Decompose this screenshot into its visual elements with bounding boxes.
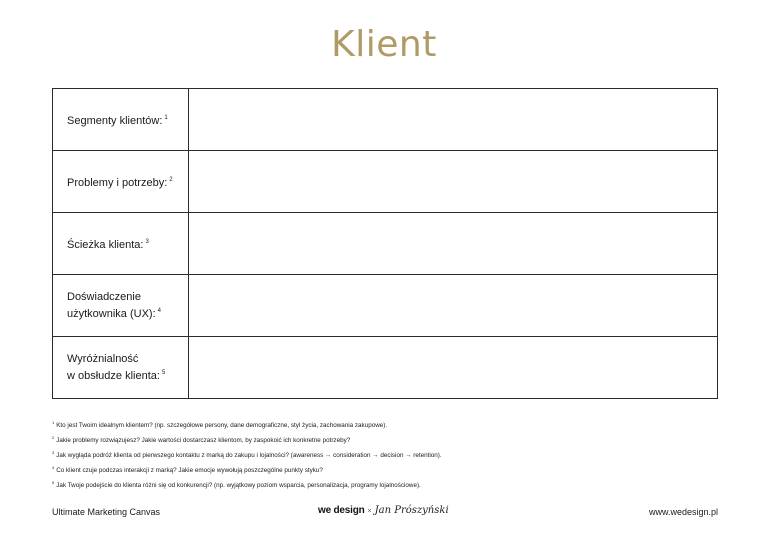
row-label-line-2: użytkownika (UX): <box>67 308 156 320</box>
service-distinction-input[interactable] <box>189 337 717 398</box>
footnote-text: Co klient czuje podczas interakcji z marką? Jakie emocje wywołują poszczególne punkty styku? <box>56 467 323 474</box>
footnote-item <box>52 417 732 432</box>
footnote-text: Jak Twoje podejście do klienta różni się od konkurencji? (np. wyjątkowy poziom wsparcia, personalizacja, programy lojalnościowe). <box>56 482 421 489</box>
footer-website-link[interactable]: www.wedesign.pl <box>648 507 718 517</box>
page-title: Klient <box>331 24 437 65</box>
row-label-line-2: w obsłudze klienta: <box>67 370 160 382</box>
row-label <box>53 337 189 398</box>
footnote-text: Jak wygląda podróż klienta od pierwszego kontaktu z marką do zakupu i lojalności? (awareness → consideration → decision → retention). <box>56 452 442 459</box>
wedesign-logo: we design <box>318 505 365 516</box>
footnote-item <box>52 462 732 477</box>
row-label-line-1: Doświadczenie <box>67 291 141 303</box>
row-label <box>53 213 189 274</box>
footer-brand-logo <box>318 505 449 516</box>
row-label <box>53 89 189 150</box>
footnote-item <box>52 447 732 462</box>
row-problems-needs <box>53 151 717 213</box>
customer-segments-input[interactable] <box>189 89 717 150</box>
footnote-ref: 4 <box>157 308 161 314</box>
footnote-ref: 3 <box>145 239 149 245</box>
footnote-number: 4 <box>52 465 55 470</box>
footnote-ref: 2 <box>169 177 173 183</box>
row-user-experience <box>53 275 717 337</box>
footnote-item <box>52 477 732 492</box>
canvas-table <box>52 88 718 399</box>
row-label-text: Problemy i potrzeby: <box>67 177 168 189</box>
footnotes <box>52 417 732 492</box>
footnote-text: Kto jest Twoim idealnym klientem? (np. szczegółowe persony, dane demograficzne, styl życia, zachowania zakupowe). <box>56 422 388 429</box>
row-label-line-1: Wyróżnialność <box>67 353 139 365</box>
footer <box>52 505 718 523</box>
row-label <box>53 275 189 336</box>
footer-canvas-name: Ultimate Marketing Canvas <box>52 507 161 517</box>
row-label <box>53 151 189 212</box>
customer-journey-input[interactable] <box>189 213 717 274</box>
row-service-distinction <box>53 337 717 398</box>
footnote-number: 3 <box>52 450 55 455</box>
footnote-number: 5 <box>52 480 55 485</box>
footnote-item <box>52 432 732 447</box>
footnote-number: 2 <box>52 435 55 440</box>
footnote-number: 1 <box>52 420 55 425</box>
footnote-ref: 5 <box>161 370 166 376</box>
row-label-text: Ścieżka klienta: <box>67 239 144 251</box>
problems-needs-input[interactable] <box>189 151 717 212</box>
user-experience-input[interactable] <box>189 275 717 336</box>
footnote-text: Jakie problemy rozwiązujesz? Jakie wartości dostarczasz klientom, by zaspokoić ich konkretne potrzeby? <box>56 437 351 444</box>
row-label-text: Segmenty klientów: <box>67 115 163 127</box>
brand-separator: × <box>367 508 372 515</box>
row-customer-journey <box>53 213 717 275</box>
row-customer-segments <box>53 89 717 151</box>
footnote-ref: 1 <box>164 115 168 121</box>
author-signature: Jan Prószyński <box>374 505 449 516</box>
